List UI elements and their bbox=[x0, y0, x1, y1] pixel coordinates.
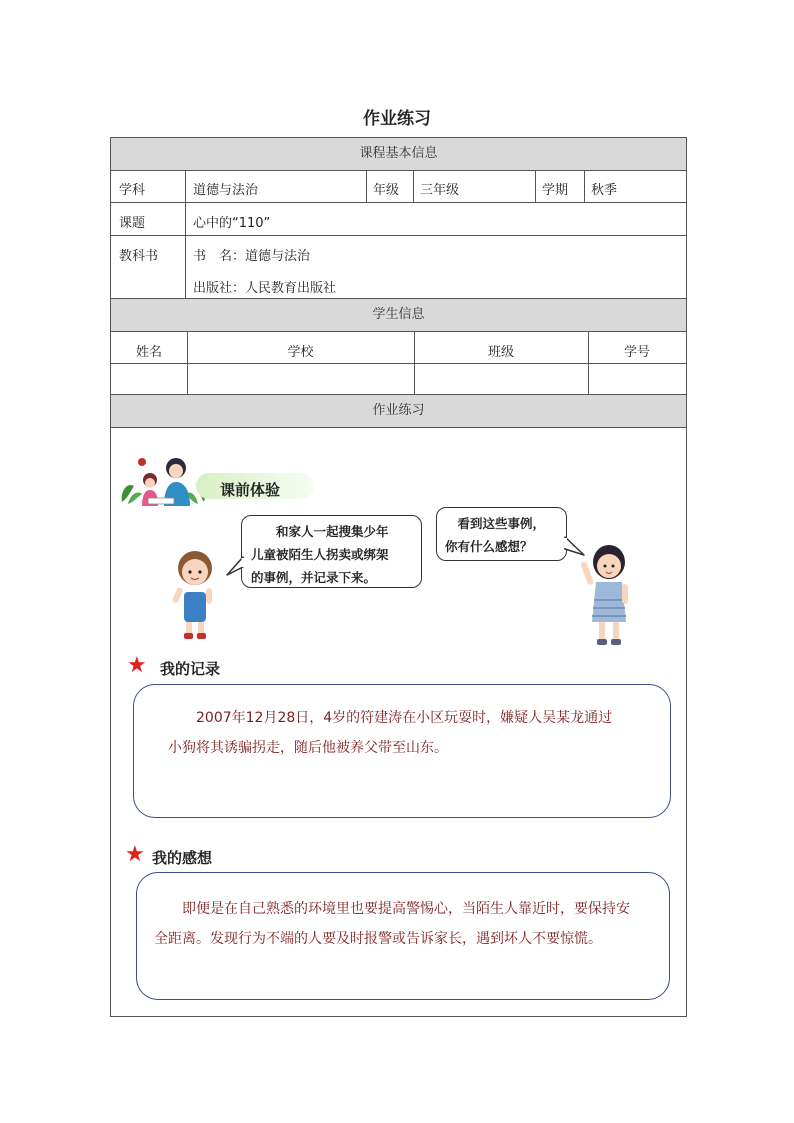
textbook-publisher: 出版社：人民教育出版社 bbox=[193, 281, 337, 296]
right-bubble-line: 看到这些事例， bbox=[445, 516, 546, 531]
girl-illustration bbox=[576, 542, 636, 650]
left-bubble-line: 儿童被陌生人拐卖或绑架 bbox=[251, 547, 389, 562]
record-line: 2007年12月28日，4岁的符建涛在小区玩耍时，嫌疑人吴某龙通过 bbox=[168, 710, 613, 726]
page-title: 作业练习 bbox=[363, 109, 431, 129]
divider bbox=[535, 170, 536, 202]
left-bubble-text bbox=[251, 520, 419, 589]
student-name-header: 姓名 bbox=[135, 345, 162, 360]
record-star-icon: ★ bbox=[127, 653, 147, 678]
divider bbox=[111, 363, 686, 364]
right-bubble-text bbox=[445, 512, 565, 558]
student-id-header: 学号 bbox=[623, 345, 650, 360]
topic-value: 心中的“110” bbox=[193, 216, 271, 231]
thoughts-star-icon: ★ bbox=[125, 842, 145, 867]
subject-value: 道德与法治 bbox=[193, 183, 259, 198]
left-bubble-line: 和家人一起搜集少年 bbox=[251, 524, 389, 539]
thoughts-text bbox=[154, 894, 664, 954]
grade-value: 三年级 bbox=[420, 183, 460, 198]
textbook-label: 教科书 bbox=[119, 249, 159, 264]
boy-illustration bbox=[170, 546, 220, 644]
divider bbox=[111, 235, 686, 236]
record-line: 小狗将其诱骗拐走，随后他被养父带至山东。 bbox=[168, 740, 448, 756]
divider bbox=[584, 170, 585, 202]
divider bbox=[413, 170, 414, 202]
student-class-header: 班级 bbox=[487, 345, 514, 360]
topic-label: 课题 bbox=[119, 216, 146, 231]
course-info-header: 课程基本信息 bbox=[111, 138, 686, 171]
pre-class-label: 课前体验 bbox=[220, 481, 281, 499]
textbook-name: 书 名：道德与法治 bbox=[193, 249, 311, 264]
term-value: 秋季 bbox=[591, 183, 618, 198]
divider bbox=[366, 170, 367, 202]
student-info-header: 学生信息 bbox=[111, 299, 686, 332]
left-bubble-line: 的事例，并记录下来。 bbox=[251, 570, 377, 585]
record-label: 我的记录 bbox=[160, 660, 221, 678]
term-label: 学期 bbox=[542, 183, 569, 198]
thoughts-line: 全距离。发现行为不端的人要及时报警或告诉家长，遇到坏人不要惊慌。 bbox=[154, 931, 602, 947]
divider bbox=[111, 202, 686, 203]
student-school-header: 学校 bbox=[287, 345, 314, 360]
thoughts-label: 我的感想 bbox=[152, 849, 213, 867]
divider bbox=[185, 170, 186, 298]
homework-header: 作业练习 bbox=[111, 395, 686, 428]
right-bubble-line: 你有什么感想？ bbox=[445, 539, 533, 554]
left-bubble-tail bbox=[226, 555, 244, 577]
record-text bbox=[168, 703, 658, 763]
grade-label: 年级 bbox=[373, 183, 400, 198]
subject-label: 学科 bbox=[119, 183, 146, 198]
thoughts-line: 即便是在自己熟悉的环境里也要提高警惕心，当陌生人靠近时，要保持安 bbox=[154, 901, 630, 917]
